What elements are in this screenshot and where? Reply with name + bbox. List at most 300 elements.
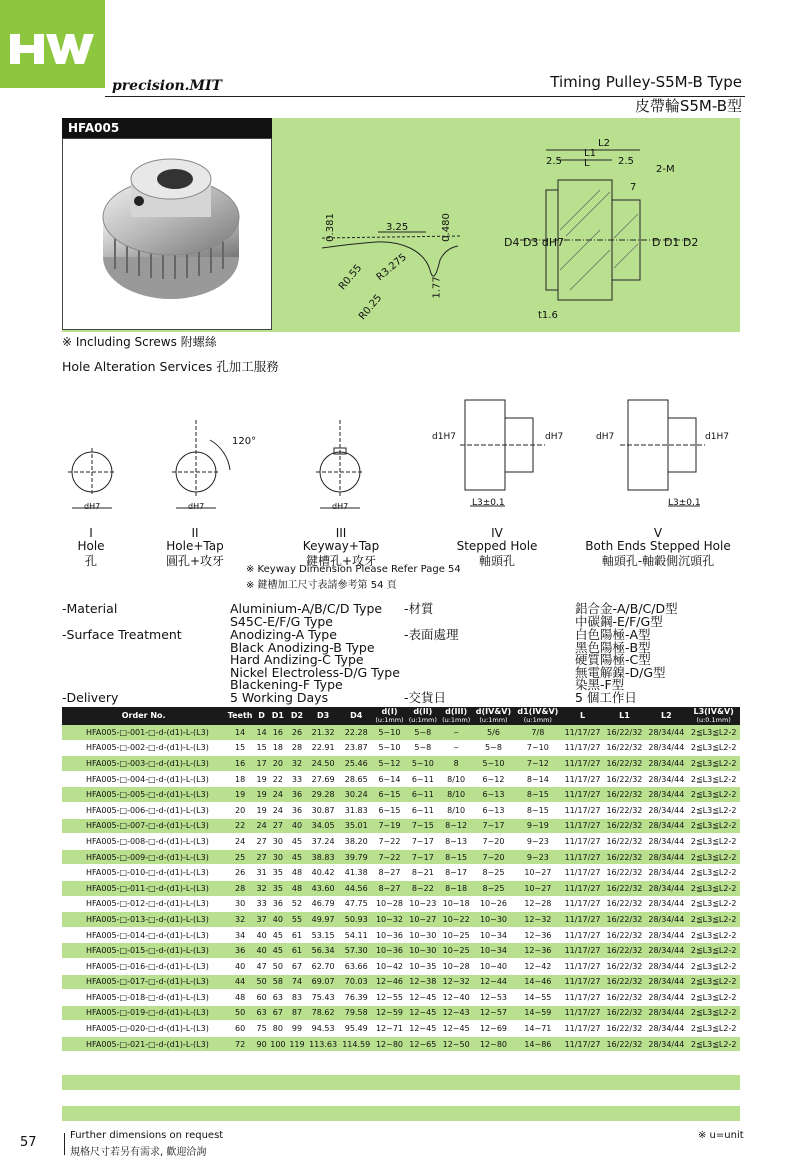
type-i-num: I xyxy=(89,526,93,540)
model-label: HFA005 xyxy=(62,118,272,138)
table-cell: 2≦L3≦L2-2 xyxy=(687,880,740,896)
table-cell: 28 xyxy=(225,880,255,896)
table-cell: 12~45 xyxy=(406,1005,439,1021)
type-iv-num: IV xyxy=(491,526,503,540)
footer-rule xyxy=(64,1133,65,1155)
table-cell: 2≦L3≦L2-2 xyxy=(687,1036,740,1052)
table-row xyxy=(62,1036,740,1052)
dim-left-diameters: D4 D3 dH7 xyxy=(504,236,565,249)
table-cell: 28/34/44 xyxy=(645,740,687,756)
type-ii-num: II xyxy=(191,526,199,540)
table-cell: 8~27 xyxy=(373,865,406,881)
table-cell: 12~45 xyxy=(406,990,439,1006)
table-cell: 11/17/27 xyxy=(562,1021,604,1037)
table-cell: 8~12 xyxy=(439,818,472,834)
table-cell: 28/34/44 xyxy=(645,756,687,772)
table-cell: 28/34/44 xyxy=(645,974,687,990)
table-cell: 2≦L3≦L2-2 xyxy=(687,849,740,865)
table-cell: 5~8 xyxy=(406,725,439,740)
delivery-label: -Delivery xyxy=(62,690,119,705)
table-cell: 40 xyxy=(268,912,287,928)
table-row xyxy=(62,912,740,928)
table-cell: 12~43 xyxy=(439,1005,472,1021)
table-cell: 12~50 xyxy=(439,1036,472,1052)
l3-label-iv: L3±0.1 xyxy=(472,498,505,508)
column-header xyxy=(406,707,439,725)
table-cell: 7~17 xyxy=(473,818,514,834)
table-cell: 99 xyxy=(287,1021,306,1037)
table-cell: HFA005-□-020-□-d-(d1)-L-(L3) xyxy=(62,1021,225,1037)
table-cell: 45 xyxy=(268,927,287,943)
table-row xyxy=(62,818,740,834)
table-cell: 40 xyxy=(225,958,255,974)
table-cell: 28/34/44 xyxy=(645,849,687,865)
table-cell: 67 xyxy=(268,1005,287,1021)
table-cell: 12~46 xyxy=(373,974,406,990)
table-cell: 12~45 xyxy=(406,1021,439,1037)
angle-120: 120° xyxy=(232,436,257,447)
table-cell: 11/17/27 xyxy=(562,1036,604,1052)
type-i-en: Hole xyxy=(77,539,105,553)
table-cell: 7~17 xyxy=(406,849,439,865)
table-cell: 35 xyxy=(268,865,287,881)
table-cell: 8~14 xyxy=(514,771,561,787)
dim-25-right: 2.5 xyxy=(618,156,634,167)
dh7-label-iii: dH7 xyxy=(332,502,349,511)
table-cell: 63 xyxy=(268,990,287,1006)
table-cell: 50 xyxy=(268,958,287,974)
table-cell: 67 xyxy=(287,958,306,974)
table-cell: 16/22/32 xyxy=(603,912,645,928)
column-header xyxy=(62,707,225,725)
table-cell: 12~80 xyxy=(473,1036,514,1052)
table-cell: 19 xyxy=(255,771,268,787)
table-cell: 14~59 xyxy=(514,1005,561,1021)
table-cell: 12~36 xyxy=(514,943,561,959)
table-cell: 28/34/44 xyxy=(645,1036,687,1052)
table-cell: 30 xyxy=(225,896,255,912)
table-cell: 60 xyxy=(225,1021,255,1037)
table-cell: 11/17/27 xyxy=(562,849,604,865)
table-cell: 90 xyxy=(255,1036,268,1052)
table-cell: 28/34/44 xyxy=(645,787,687,803)
table-cell: 12~57 xyxy=(473,1005,514,1021)
column-header-unit: (u:1mm) xyxy=(442,716,471,724)
table-cell: 12~71 xyxy=(373,1021,406,1037)
surface-zh-4: 無電解鎳-D/G型 xyxy=(575,665,666,680)
column-header-unit: (u:0.1mm) xyxy=(696,716,731,724)
table-cell: 10~18 xyxy=(439,896,472,912)
table-cell: 94.53 xyxy=(307,1021,340,1037)
table-cell: 28 xyxy=(287,740,306,756)
column-header-label: D xyxy=(258,711,265,720)
table-cell: 35 xyxy=(268,880,287,896)
table-cell: HFA005-□-002-□-d-(d1)-L-(L3) xyxy=(62,740,225,756)
table-cell: 16/22/32 xyxy=(603,771,645,787)
material-label: -Material xyxy=(62,601,118,616)
table-row xyxy=(62,834,740,850)
table-row xyxy=(62,849,740,865)
table-cell: 7~19 xyxy=(373,818,406,834)
table-cell: 40 xyxy=(255,943,268,959)
table-cell: HFA005-□-001-□-d-(d1)-L-(L3) xyxy=(62,725,225,740)
table-cell: 9~19 xyxy=(514,818,561,834)
table-cell: 6~11 xyxy=(406,802,439,818)
dim-0480: 0.480 xyxy=(440,213,452,242)
table-cell: 10~32 xyxy=(373,912,406,928)
table-cell: 12~36 xyxy=(514,927,561,943)
table-cell: HFA005-□-018-□-d-(d1)-L-(L3) xyxy=(62,990,225,1006)
table-row xyxy=(62,740,740,756)
table-cell: 48 xyxy=(225,990,255,1006)
table-cell: 16/22/32 xyxy=(603,974,645,990)
dh7-label-i: dH7 xyxy=(84,502,101,511)
table-cell: 12~32 xyxy=(439,974,472,990)
table-cell: 24.50 xyxy=(307,756,340,772)
table-cell: 55 xyxy=(287,912,306,928)
table-cell: 5/6 xyxy=(473,725,514,740)
table-cell: 61 xyxy=(287,943,306,959)
empty-row-bar xyxy=(62,1106,740,1121)
table-cell: 2≦L3≦L2-2 xyxy=(687,927,740,943)
table-cell: 12~28 xyxy=(514,896,561,912)
table-cell: 62.70 xyxy=(307,958,340,974)
table-row xyxy=(62,771,740,787)
column-header xyxy=(562,707,604,725)
order-table xyxy=(62,707,740,1052)
table-cell: 10~34 xyxy=(473,927,514,943)
table-cell: 49.97 xyxy=(307,912,340,928)
table-cell: 28/34/44 xyxy=(645,927,687,943)
table-cell: 27 xyxy=(268,818,287,834)
table-cell: 10~30 xyxy=(406,943,439,959)
column-header-label: D2 xyxy=(290,711,304,720)
empty-row-bar xyxy=(62,1075,740,1090)
table-row xyxy=(62,756,740,772)
page-number: 57 xyxy=(20,1135,37,1150)
dh7-label-ii: dH7 xyxy=(188,502,205,511)
table-cell: 8/10 xyxy=(439,802,472,818)
table-cell: 36 xyxy=(268,896,287,912)
table-row xyxy=(62,865,740,881)
table-cell: 22 xyxy=(268,771,287,787)
table-cell: 30 xyxy=(268,834,287,850)
column-header xyxy=(225,707,255,725)
column-header-label: Teeth xyxy=(227,711,253,720)
table-cell: 63.66 xyxy=(340,958,373,974)
table-cell: 14~46 xyxy=(514,974,561,990)
table-cell: 22.91 xyxy=(307,740,340,756)
table-cell: 2≦L3≦L2-2 xyxy=(687,771,740,787)
table-cell: 8/10 xyxy=(439,771,472,787)
dim-l1: L1 xyxy=(584,148,596,159)
table-cell: 10~34 xyxy=(473,943,514,959)
dim-2m: 2-M xyxy=(656,164,675,175)
table-row xyxy=(62,787,740,803)
table-cell: 50.93 xyxy=(340,912,373,928)
type-iii-zh: 鍵槽孔+攻牙 xyxy=(305,554,377,568)
table-cell: 16/22/32 xyxy=(603,1005,645,1021)
table-cell: 40.42 xyxy=(307,865,340,881)
table-cell: 6~14 xyxy=(373,771,406,787)
table-cell: 16/22/32 xyxy=(603,1021,645,1037)
table-cell: 18 xyxy=(225,771,255,787)
table-cell: HFA005-□-005-□-d-(d1)-L-(L3) xyxy=(62,787,225,803)
table-header-row xyxy=(62,707,740,725)
table-cell: 12~55 xyxy=(373,990,406,1006)
table-cell: 16/22/32 xyxy=(603,896,645,912)
table-cell: 2≦L3≦L2-2 xyxy=(687,912,740,928)
keyway-note-en: ※ Keyway Dimension Please Refer Page 54 xyxy=(246,564,461,575)
table-cell: 10~28 xyxy=(439,958,472,974)
table-cell: 58 xyxy=(268,974,287,990)
table-cell: 12~80 xyxy=(373,1036,406,1052)
table-cell: 44.56 xyxy=(340,880,373,896)
type-i-zh: 孔 xyxy=(84,554,98,568)
table-cell: 31 xyxy=(255,865,268,881)
table-cell: 28/34/44 xyxy=(645,1005,687,1021)
column-header-label: d1(IV&V) xyxy=(517,707,559,716)
table-cell: 16/22/32 xyxy=(603,880,645,896)
dim-7: 7 xyxy=(630,182,637,193)
table-cell: 6~13 xyxy=(473,787,514,803)
table-cell: 21.32 xyxy=(307,725,340,740)
column-header-label: D3 xyxy=(316,711,330,720)
table-cell: 2≦L3≦L2-2 xyxy=(687,834,740,850)
table-cell: 16/22/32 xyxy=(603,802,645,818)
table-cell: 11/17/27 xyxy=(562,818,604,834)
table-cell: 8~17 xyxy=(439,865,472,881)
delivery-zh: 5 個工作日 xyxy=(575,690,637,705)
table-cell: 24 xyxy=(268,802,287,818)
table-cell: 39.79 xyxy=(340,849,373,865)
column-header xyxy=(603,707,645,725)
table-cell: 2≦L3≦L2-2 xyxy=(687,865,740,881)
further-dimensions-zh: 規格尺寸若另有需求, 歡迎洽詢 xyxy=(70,1147,207,1158)
table-cell: 20 xyxy=(268,756,287,772)
table-cell: 43.60 xyxy=(307,880,340,896)
table-cell: 119 xyxy=(287,1036,306,1052)
table-cell: 28/34/44 xyxy=(645,771,687,787)
table-cell: 37.24 xyxy=(307,834,340,850)
table-cell: 33 xyxy=(255,896,268,912)
table-cell: 16/22/32 xyxy=(603,865,645,881)
table-body xyxy=(62,725,740,1052)
type-v-num: V xyxy=(653,526,663,540)
table-cell: 76.39 xyxy=(340,990,373,1006)
table-cell: 11/17/27 xyxy=(562,896,604,912)
type-v-zh: 軸頭孔-軸轂側沉頭孔 xyxy=(601,554,715,568)
table-row xyxy=(62,1021,740,1037)
table-cell: 7~17 xyxy=(406,834,439,850)
table-cell: 9~23 xyxy=(514,849,561,865)
table-cell: 14~55 xyxy=(514,990,561,1006)
table-cell: 48 xyxy=(287,865,306,881)
type-v-en: Both Ends Stepped Hole xyxy=(585,539,731,553)
column-header-unit: (u:1mm) xyxy=(408,716,437,724)
table-cell: 12~42 xyxy=(514,958,561,974)
table-cell: HFA005-□-012-□-d-(d1)-L-(L3) xyxy=(62,896,225,912)
table-cell: 17 xyxy=(255,756,268,772)
table-cell: 22 xyxy=(225,818,255,834)
table-cell: 56.34 xyxy=(307,943,340,959)
column-header-label: d(III) xyxy=(445,707,468,716)
table-cell: 12~40 xyxy=(439,990,472,1006)
table-cell: 14 xyxy=(255,725,268,740)
table-row xyxy=(62,896,740,912)
table-cell: 12~44 xyxy=(473,974,514,990)
table-cell: 10~22 xyxy=(439,912,472,928)
table-cell: 7~20 xyxy=(473,849,514,865)
table-cell: 70.03 xyxy=(340,974,373,990)
table-cell: 25.46 xyxy=(340,756,373,772)
table-cell: 11/17/27 xyxy=(562,943,604,959)
column-header-label: Order No. xyxy=(121,711,166,720)
column-header xyxy=(287,707,306,725)
table-cell: 7~22 xyxy=(373,834,406,850)
table-cell: 11/17/27 xyxy=(562,771,604,787)
table-cell: 75 xyxy=(255,1021,268,1037)
table-cell: 26 xyxy=(287,725,306,740)
table-cell: 31.83 xyxy=(340,802,373,818)
l3-label-v: L3±0.1 xyxy=(668,498,701,508)
type-ii-zh: 圓孔+攻牙 xyxy=(165,554,225,568)
table-cell: HFA005-□-014-□-d-(d1)-L-(L3) xyxy=(62,927,225,943)
table-cell: 11/17/27 xyxy=(562,756,604,772)
table-cell: 9~23 xyxy=(514,834,561,850)
table-cell: 79.58 xyxy=(340,1005,373,1021)
table-cell: 7~20 xyxy=(473,834,514,850)
table-cell: 38.20 xyxy=(340,834,373,850)
surface-label-zh: -表面處理 xyxy=(404,627,459,642)
table-cell: 8~27 xyxy=(373,880,406,896)
table-cell: 8~15 xyxy=(514,802,561,818)
table-cell: 22.28 xyxy=(340,725,373,740)
table-cell: HFA005-□-021-□-d-(d1)-L-(L3) xyxy=(62,1036,225,1052)
table-cell: 38.83 xyxy=(307,849,340,865)
hole-services-title: Hole Alteration Services 孔加工服務 xyxy=(62,359,279,374)
table-cell: 36 xyxy=(287,802,306,818)
table-cell: 12~53 xyxy=(473,990,514,1006)
table-cell: 12~59 xyxy=(373,1005,406,1021)
table-cell: 29.28 xyxy=(307,787,340,803)
table-cell: 30.87 xyxy=(307,802,340,818)
column-header xyxy=(268,707,287,725)
table-cell: HFA005-□-015-□-d-(d1)-L-(L3) xyxy=(62,943,225,959)
table-cell: ‒ xyxy=(439,740,472,756)
table-cell: 32 xyxy=(225,912,255,928)
table-cell: 11/17/27 xyxy=(562,787,604,803)
column-header-label: L1 xyxy=(619,711,630,720)
table-cell: 28/34/44 xyxy=(645,896,687,912)
dim-l: L xyxy=(584,158,590,169)
table-cell: 8~15 xyxy=(514,787,561,803)
dim-l2: L2 xyxy=(598,138,610,149)
table-cell: 11/17/27 xyxy=(562,1005,604,1021)
table-cell: 2≦L3≦L2-2 xyxy=(687,740,740,756)
table-cell: 5~10 xyxy=(406,756,439,772)
table-cell: 27 xyxy=(255,834,268,850)
table-cell: 10~36 xyxy=(373,927,406,943)
table-cell: 10~25 xyxy=(439,927,472,943)
material-en-2: S45C-E/F/G Type xyxy=(230,614,333,629)
table-cell: 18 xyxy=(268,740,287,756)
table-cell: 34 xyxy=(225,927,255,943)
type-ii-en: Hole+Tap xyxy=(166,539,224,553)
delivery-label-zh: -交貨日 xyxy=(404,690,447,705)
table-cell: 11/17/27 xyxy=(562,927,604,943)
column-header-label: D1 xyxy=(271,711,284,720)
table-cell: 45 xyxy=(287,849,306,865)
table-cell: 60 xyxy=(255,990,268,1006)
table-cell: 28/34/44 xyxy=(645,990,687,1006)
table-cell: 34.05 xyxy=(307,818,340,834)
table-cell: 28/34/44 xyxy=(645,958,687,974)
material-zh-2: 中碳鋼-E/F/G型 xyxy=(575,614,663,629)
surface-zh-1: 白色陽極-A型 xyxy=(575,627,651,642)
table-cell: ‒ xyxy=(439,725,472,740)
table-cell: 8~25 xyxy=(473,865,514,881)
table-cell: 12~32 xyxy=(514,912,561,928)
table-cell: 30.24 xyxy=(340,787,373,803)
table-cell: 2≦L3≦L2-2 xyxy=(687,818,740,834)
table-cell: 47 xyxy=(255,958,268,974)
table-cell: 11/17/27 xyxy=(562,865,604,881)
table-cell: 7~12 xyxy=(514,756,561,772)
table-cell: HFA005-□-003-□-d-(d1)-L-(L3) xyxy=(62,756,225,772)
table-cell: 95.49 xyxy=(340,1021,373,1037)
column-header xyxy=(514,707,561,725)
table-cell: 6~15 xyxy=(373,787,406,803)
table-cell: 28/34/44 xyxy=(645,1021,687,1037)
table-cell: 19 xyxy=(255,802,268,818)
table-cell: 10~30 xyxy=(473,912,514,928)
table-cell: HFA005-□-004-□-d-(d1)-L-(L3) xyxy=(62,771,225,787)
table-cell: 10~27 xyxy=(514,880,561,896)
table-cell: 8~13 xyxy=(439,834,472,850)
table-cell: 44 xyxy=(225,974,255,990)
table-cell: 28/34/44 xyxy=(645,865,687,881)
table-cell: 30 xyxy=(268,849,287,865)
table-cell: 20 xyxy=(225,802,255,818)
table-cell: HFA005-□-019-□-d-(d1)-L-(L3) xyxy=(62,1005,225,1021)
table-cell: 75.43 xyxy=(307,990,340,1006)
table-cell: 35.01 xyxy=(340,818,373,834)
table-cell: 26 xyxy=(225,865,255,881)
table-cell: 2≦L3≦L2-2 xyxy=(687,1005,740,1021)
table-row xyxy=(62,974,740,990)
table-cell: 45 xyxy=(268,943,287,959)
table-cell: 16/22/32 xyxy=(603,818,645,834)
table-cell: 28/34/44 xyxy=(645,943,687,959)
table-cell: 10~27 xyxy=(406,912,439,928)
column-header xyxy=(687,707,740,725)
table-cell: 7~22 xyxy=(373,849,406,865)
table-cell: 12~38 xyxy=(406,974,439,990)
type-iv-en: Stepped Hole xyxy=(456,539,538,553)
table-cell: 16/22/32 xyxy=(603,849,645,865)
table-cell: 19 xyxy=(255,787,268,803)
table-cell: 11/17/27 xyxy=(562,958,604,974)
table-cell: HFA005-□-011-□-d-(d1)-L-(L3) xyxy=(62,880,225,896)
table-cell: 10~25 xyxy=(439,943,472,959)
table-cell: 41.38 xyxy=(340,865,373,881)
column-header xyxy=(340,707,373,725)
surface-zh-3: 硬質陽極-C型 xyxy=(575,652,651,667)
table-cell: 16/22/32 xyxy=(603,927,645,943)
dim-right-diameters: D D1 D2 xyxy=(652,236,699,249)
table-cell: 2≦L3≦L2-2 xyxy=(687,974,740,990)
